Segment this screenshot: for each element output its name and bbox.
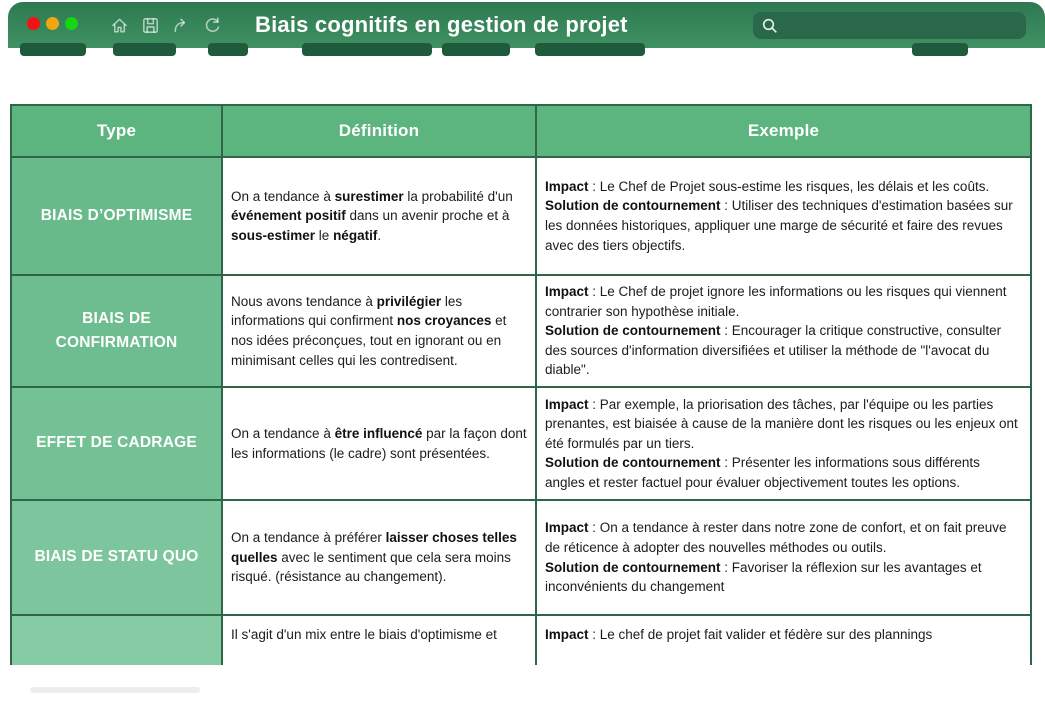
bias-definition-cell: Il s'agit d'un mix entre le biais d'optimisme et: [222, 615, 536, 665]
bias-type-cell: [11, 615, 222, 665]
table-header-row: [11, 105, 1031, 157]
window-header: [8, 2, 1045, 48]
bias-type-cell: BIAIS DE CONFIRMATION: [11, 275, 222, 387]
bias-definition-cell: On a tendance à surestimer la probabilité d'un événement positif dans un avenir proche et à sous-estimer le négatif.: [222, 157, 536, 275]
search-bar[interactable]: [753, 12, 1026, 39]
search-icon: [761, 17, 779, 35]
document-page: [10, 104, 1032, 665]
background-tab[interactable]: [302, 43, 432, 56]
page-edge-shadow: [30, 687, 200, 693]
table-row: [11, 387, 1031, 500]
bias-example-cell: Impact : Le chef de projet fait valider et fédère sur des plannings: [536, 615, 1031, 665]
bias-type-cell: BIAIS DE STATU QUO: [11, 500, 222, 615]
bias-type-cell: BIAIS D’OPTIMISME: [11, 157, 222, 275]
share-icon[interactable]: [170, 14, 192, 36]
save-icon[interactable]: [139, 14, 161, 36]
background-tab[interactable]: [113, 43, 176, 56]
table-row: [11, 500, 1031, 615]
background-tab[interactable]: [535, 43, 645, 56]
background-tab[interactable]: [442, 43, 510, 56]
home-icon[interactable]: [108, 14, 130, 36]
column-header-example: Exemple: [536, 105, 1031, 157]
table-row: [11, 275, 1031, 387]
column-header-definition: Définition: [222, 105, 536, 157]
background-tab[interactable]: [912, 43, 968, 56]
bias-example-cell: Impact : Par exemple, la priorisation des tâches, par l'équipe ou les parties prenantes, est biaisée à cause de la manière dont les risques ou les enjeux ont été formulés par un tiers. Solution de contournement : Présenter les informations sous différents angles et rester factuel pour évaluer objectivement toutes les options.: [536, 387, 1031, 500]
close-button[interactable]: [27, 17, 40, 30]
toolbar: [108, 14, 223, 36]
column-header-type: Type: [11, 105, 222, 157]
bias-definition-cell: On a tendance à préférer laisser choses telles quelles avec le sentiment que cela sera moins risqué. (résistance au changement).: [222, 500, 536, 615]
minimize-button[interactable]: [46, 17, 59, 30]
bias-definition-cell: On a tendance à être influencé par la façon dont les informations (le cadre) sont présentées.: [222, 387, 536, 500]
bias-example-cell: Impact : On a tendance à rester dans notre zone de confort, et on fait preuve de réticence à adopter des nouvelles méthodes ou outils. Solution de contournement : Favoriser la réflexion sur les avantages et inconvénients du changement: [536, 500, 1031, 615]
table-row: [11, 157, 1031, 275]
bias-example-cell: Impact : Le Chef de Projet sous-estime les risques, les délais et les coûts. Solution de contournement : Utiliser des techniques d'estimation basées sur les données historiques, appliquer une marge de sécurité et faire des revues avec des tiers objectifs.: [536, 157, 1031, 275]
search-input[interactable]: [779, 12, 1026, 39]
bias-type-cell: EFFET DE CADRAGE: [11, 387, 222, 500]
maximize-button[interactable]: [65, 17, 78, 30]
background-tab[interactable]: [20, 43, 86, 56]
table-row: [11, 615, 1031, 665]
page-title: Biais cognitifs en gestion de projet: [255, 12, 628, 37]
refresh-icon[interactable]: [201, 14, 223, 36]
background-tab[interactable]: [208, 43, 248, 56]
bias-definition-cell: Nous avons tendance à privilégier les informations qui confirment nos croyances et nos idées préconçues, tout en ignorant ou en minimisant celles qui les contredisent.: [222, 275, 536, 387]
bias-table: [10, 104, 1032, 665]
bias-example-cell: Impact : Le Chef de projet ignore les informations ou les risques qui viennent contrarier son hypothèse initiale. Solution de contournement : Encourager la critique constructive, consulter des sources d'information diversifiées et utiliser la méthode de "l'avocat du diable".: [536, 275, 1031, 387]
